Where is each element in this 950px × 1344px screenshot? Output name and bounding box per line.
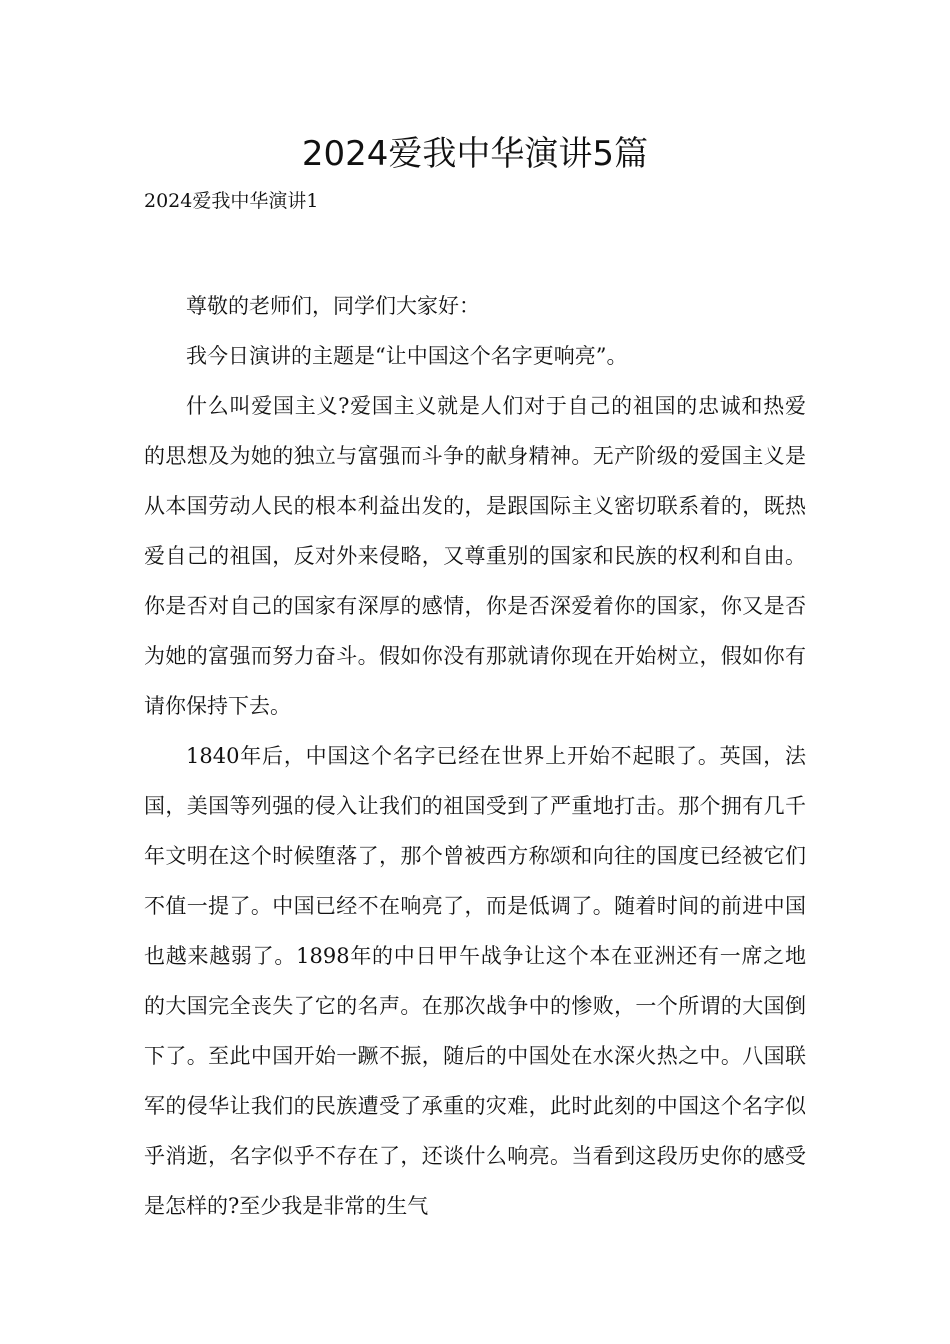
paragraph-topic: 我今日演讲的主题是“让中国这个名字更响亮”。 <box>186 344 628 368</box>
document-title: 2024爱我中华演讲5篇 <box>301 134 649 174</box>
section-heading: 2024爱我中华演讲1 <box>144 190 319 212</box>
paragraph-greeting: 尊敬的老师们，同学们大家好： <box>186 294 480 318</box>
speech-body <box>144 281 806 1231</box>
paragraph-history: 1840年后，中国这个名字已经在世界上开始不起眼了。英国，法国，美国等列强的侵入让我们的祖国受到了严重地打击。那个拥有几千年文明在这个时候堕落了，那个曾被西方称颂和向往的国度已经被它们不值一提了。中国已经不在响亮了，而是低调了。随着时间的前进中国也越来越弱了。1898年的中日甲午战争让这个本在亚洲还有一席之地的大国完全丧失了它的名声。在那次战争中的惨败，一个所谓的大国倒下了。至此中国开始一蹶不振，随后的中国处在水深火热之中。八国联军的侵华让我们的民族遭受了承重的灾难，此时此刻的中国这个名字似乎消逝，名字似乎不存在了，还谈什么响亮。当看到这段历史你的感受是怎样的?至少我是非常的生气 <box>144 744 806 1218</box>
paragraph-patriotism: 什么叫爱国主义?爱国主义就是人们对于自己的祖国的忠诚和热爱的思想及为她的独立与富强而斗争的献身精神。无产阶级的爱国主义是从本国劳动人民的根本利益出发的，是跟国际主义密切联系着的，既热爱自己的祖国，反对外来侵略，又尊重别的国家和民族的权利和自由。你是否对自己的国家有深厚的感情，你是否深爱着你的国家，你又是否为她的富强而努力奋斗。假如你没有那就请你现在开始树立，假如你有请你保持下去。 <box>144 394 806 718</box>
